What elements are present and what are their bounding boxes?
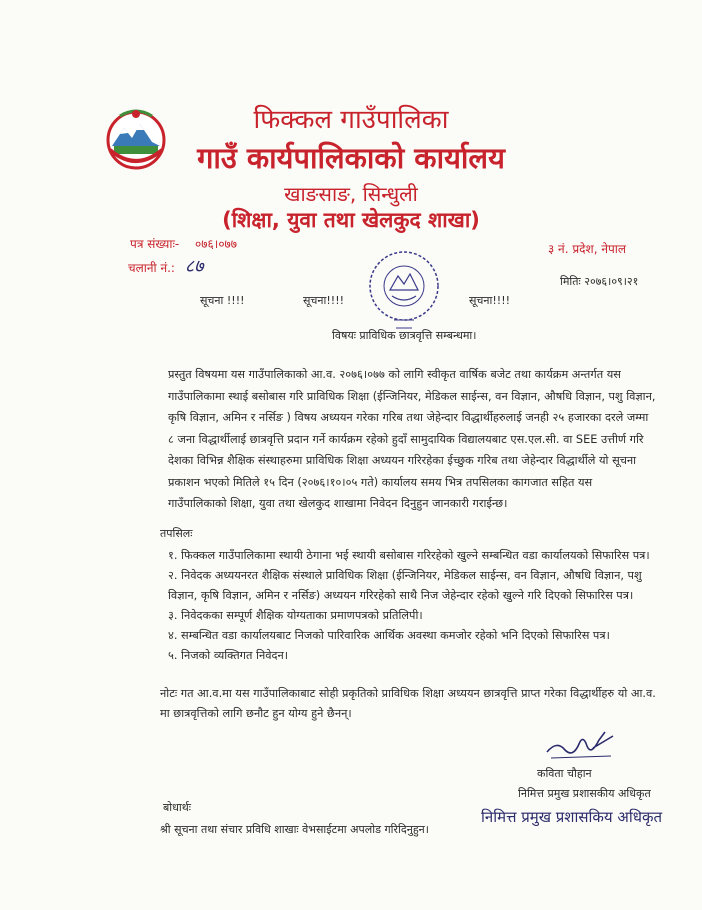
- subject: विषयः प्राविधिक छात्रवृत्ति सम्बन्धमा।: [332, 329, 477, 342]
- signatory-title: निमित्त प्रमुख प्रशासकीय अधिकृत: [518, 787, 651, 800]
- header-line2: गाउँ कार्यपालिकाको कार्यालय: [197, 141, 505, 175]
- body-line: देशका विभिन्न शैक्षिक संस्थाहरुमा प्राविधिक शिक्षा अध्ययन गरिरहेका ईच्छुक गरिब तथा जेहेन्दार विद्धार्थीले यो सूचना: [168, 454, 637, 467]
- province: ३ नं. प्रदेश, नेपाल: [548, 242, 627, 256]
- body-line: कृषि विज्ञान, अमिन र नर्सिङ ) विषय अध्ययन गरेका गरिब तथा जेहेन्दार विद्धार्थीहरुलाई जनही २५ हजारका दरले जम्मा: [168, 411, 649, 424]
- patra-label: पत्र संख्याः-: [130, 237, 180, 251]
- list-item: विज्ञान, कृषि विज्ञान, अमिन र नर्सिङ) अध्ययन गरिरहेको साथै निज जेहेन्दार रहेको खुल्ने गरि दिएको सिफारिस पत्र।: [168, 589, 634, 602]
- header-line1: फिक्कल गाउँपालिका: [253, 105, 449, 135]
- note-line: नोटः गत आ.व.मा यस गाउँपालिकाबाट सोही प्रकृतिको प्राविधिक शिक्षा अध्ययन छात्रवृत्ति प्राप्त गरेका विद्धार्थीहरु यो आ.व.: [160, 687, 656, 700]
- body-line: प्रकाशन भएको मितिले १५ दिन (२०७६।१०।०५ गते) कार्यालय समय भित्र तपसिलका कागजात सहित यस: [168, 475, 593, 489]
- bodharth-line: श्री सूचना तथा संचार प्रविधि शाखाः वेभसाईटमा अपलोड गरिदिनुहुन।: [160, 823, 429, 836]
- office-seal-icon: [356, 246, 452, 336]
- body-paragraph: [168, 364, 680, 515]
- header-line4: (शिक्षा, युवा तथा खेलकुद शाखा): [222, 208, 480, 232]
- header-line3: खाङसाङ, सिन्धुली: [284, 182, 418, 206]
- body-line: गाउँपालिकामा स्थाई बसोबास गरि प्राविधिक शिक्षा (ईन्जिनियर, मेडिकल साईन्स, वन विज्ञान, औषधि विज्ञान, पशु विज्ञान,: [168, 389, 656, 403]
- body-line: गाउँपालिकाको शिक्षा, युवा तथा खेलकुद शाखामा निवेदन दिनुहुन जानकारी गराईन्छ।: [168, 497, 508, 510]
- patra-value: ०७६।०७७: [195, 237, 238, 251]
- notice-3: सूचना!!!!: [469, 294, 511, 307]
- body-line: प्रस्तुत विषयमा यस गाउँपालिकाको आ.व. २०७६।०७७ को लागि स्वीकृत वार्षिक बजेट तथा कार्यक्रम अन्तर्गत यस: [168, 368, 621, 381]
- note-line: मा छात्रवृत्तिको लागि छनौट हुन योग्य हुने छैनन्।: [160, 707, 352, 720]
- chalani-value: ८७: [184, 256, 204, 277]
- bodharth-label: बोधार्थः: [163, 801, 191, 814]
- tapasil-label: तपसिलः: [160, 527, 193, 540]
- list-item: १. फिक्कल गाउँपालिकामा स्थायी ठेगाना भई स्थायी बसोबास गरिरहेको खुल्ने सम्बन्धित वडा कार्यालयको सिफारिस पत्र।: [168, 549, 650, 562]
- signatory-name: कविता चौहान: [537, 767, 592, 780]
- chalani-label: चलानी नं.:: [128, 261, 175, 275]
- list-item: ३. निवेदकका सम्पूर्ण शैक्षिक योग्यताका प्रमाणपत्रको प्रतिलिपी।: [168, 609, 423, 622]
- body-line: ८ जना विद्धार्थीलाई छात्रवृत्ति प्रदान गर्ने कार्यक्रम रहेको हुदाँ सामुदायिक विद्यालयबाट एस.एल.सी. वा SEE उत्तीर्ण गरि: [168, 432, 644, 446]
- signature-icon: [543, 722, 623, 764]
- notice-2: सूचना!!!!: [303, 294, 345, 307]
- signatory-stamp-title: निमित्त प्रमुख प्रशासकिय अधिकृत: [481, 808, 663, 826]
- notice-1: सूचना !!!!: [200, 294, 245, 307]
- list-item: ५. निजको व्यक्तिगत निवेदन।: [168, 649, 289, 662]
- list-item: २. निवेदक अध्ययनरत शैक्षिक संस्थाले प्राविधिक शिक्षा (ईन्जिनियर, मेडिकल साईन्स, वन विज्ञान, औषधि विज्ञान, पशु: [168, 569, 642, 582]
- patra-sankhya: [130, 235, 237, 252]
- date: मितिः २०७६।०९।२१: [560, 275, 639, 288]
- list-item: ४. सम्बन्धित वडा कार्यालयबाट निजको पारिवारिक आर्थिक अवस्था कमजोर रहेको भनि दिएको सिफारिस पत्र।: [168, 629, 610, 642]
- chalani-number: [128, 254, 204, 278]
